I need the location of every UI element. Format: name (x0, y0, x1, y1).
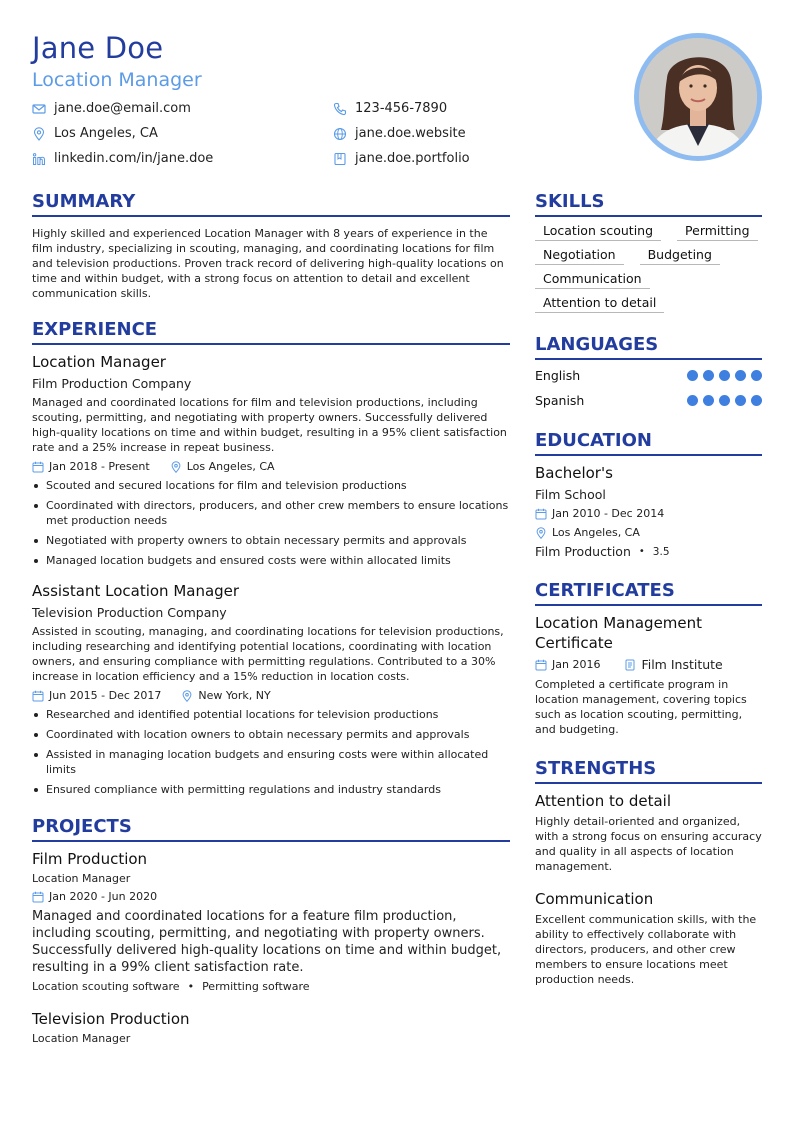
location-pin-icon (535, 527, 547, 539)
summary-heading: SUMMARY (32, 190, 510, 217)
job-bullets (32, 707, 510, 797)
separator-dot: • (638, 546, 645, 557)
profile-portrait-icon (639, 38, 757, 156)
project-title: Film Production (32, 850, 148, 868)
job-location: Los Angeles, CA (186, 460, 275, 473)
job-meta (32, 688, 510, 704)
project-tool: Location scouting software (32, 980, 180, 993)
certificate-date: Jan 2016 (552, 658, 601, 671)
project-tools (32, 979, 510, 995)
language-level (687, 395, 762, 406)
strength-text: Excellent communication skills, with the ability to effectively collaborate with directors, producers, and other crew members to ensure locations meet production needs. (535, 913, 757, 986)
linkedin-icon (32, 152, 46, 166)
phone-icon (333, 102, 347, 116)
project-dates: Jan 2020 - Jun 2020 (49, 890, 158, 903)
job-meta (32, 459, 510, 475)
projects-heading: PROJECTS (32, 815, 510, 842)
list-item: Ensured compliance with permitting regulations and industry standards (32, 782, 510, 797)
level-dot (703, 395, 714, 406)
strength-title: Communication (535, 890, 654, 908)
language-name: English (535, 368, 581, 383)
globe-icon (333, 127, 347, 141)
linkedin-text: linkedin.com/in/jane.doe (54, 151, 214, 166)
project-role: Location Manager (32, 872, 131, 885)
skill-tag: Permitting (677, 223, 757, 241)
education-location-row (535, 525, 762, 541)
language-name: Spanish (535, 393, 585, 408)
certificate-description: Completed a certificate program in location management, covering topics such as location scouting, permitting, and budgeting. (535, 678, 747, 736)
certificate-entry (535, 613, 762, 737)
company-name: Film Production Company (32, 376, 192, 391)
job-dates: Jun 2015 - Dec 2017 (49, 689, 162, 702)
strength-title: Attention to detail (535, 792, 671, 810)
certificate-title: Location Management Certificate (535, 614, 703, 652)
list-item: Scouted and secured locations for film and television productions (32, 478, 510, 493)
job-dates: Jan 2018 - Present (49, 460, 150, 473)
experience-entry (32, 352, 510, 568)
languages-list (535, 363, 762, 413)
portfolio-contact[interactable] (333, 150, 470, 168)
education-heading: EDUCATION (535, 429, 762, 456)
company-name: Television Production Company (32, 605, 227, 620)
level-dot (751, 370, 762, 381)
skills-list (535, 217, 762, 313)
location-pin-icon (32, 127, 46, 141)
skill-tag: Negotiation (535, 247, 624, 265)
language-level (687, 370, 762, 381)
education-entry (535, 463, 762, 559)
calendar-icon (535, 659, 547, 671)
separator-dot: • (187, 980, 195, 993)
location-text: Los Angeles, CA (54, 126, 158, 141)
certificate-meta (535, 657, 762, 673)
level-dot (687, 395, 698, 406)
job-description: Managed and coordinated locations for film and television productions, including scouting, permitting, and negotiating with property owners. Successfully delivered high-quality locations on time and within budget, resulting in a 95% client satisfaction rate and a 25% increase in repeat business. (32, 396, 507, 454)
education-dates-row (535, 506, 762, 522)
project-entry (32, 1009, 510, 1046)
calendar-icon (535, 508, 547, 520)
bookmark-icon (333, 152, 347, 166)
calendar-icon (32, 690, 44, 702)
skills-heading: SKILLS (535, 190, 762, 217)
certificate-issuer: Film Institute (641, 657, 723, 672)
certificates-heading: CERTIFICATES (535, 579, 762, 606)
level-dot (735, 395, 746, 406)
education-location: Los Angeles, CA (552, 526, 640, 539)
field-of-study: Film Production (535, 544, 631, 559)
list-item: Assisted in managing location budgets and ensuring costs were within allocated limits (32, 747, 510, 777)
strengths-heading: STRENGTHS (535, 757, 762, 784)
job-description: Assisted in scouting, managing, and coordinating locations for television productions, including researching and identifying potential locations, coordinating with location owners, and ensuring compliance with permitting regulations. Contributed to a 30% increase in location efficiency and a 15% reduction in location costs. (32, 625, 504, 683)
strength-entry (535, 889, 762, 987)
job-title: Assistant Location Manager (32, 582, 240, 600)
list-item: Managed location budgets and ensured costs were within allocated limits (32, 553, 510, 568)
gpa: 3.5 (652, 545, 670, 558)
level-dot (751, 395, 762, 406)
experience-heading: EXPERIENCE (32, 318, 510, 345)
degree: Bachelor's (535, 464, 613, 482)
website-text: jane.doe.website (355, 126, 466, 141)
portfolio-text: jane.doe.portfolio (355, 151, 470, 166)
skill-tag: Attention to detail (535, 295, 664, 313)
candidate-title: Location Manager (32, 69, 202, 91)
email-text: jane.doe@email.com (54, 101, 191, 116)
list-item: Coordinated with directors, producers, and other crew members to ensure locations met production needs (32, 498, 510, 528)
email-contact[interactable] (32, 100, 191, 118)
education-field-row (535, 544, 762, 559)
language-row (535, 388, 762, 413)
list-item: Researched and identified potential locations for television productions (32, 707, 510, 722)
email-icon (32, 102, 46, 116)
linkedin-contact[interactable] (32, 150, 213, 168)
project-description: Managed and coordinated locations for a feature film production, including scouting, permitting, and negotiating with property owners. Successfully delivered high-quality locations on time and within budget, resulting in a 99% client satisfaction rate. (32, 909, 502, 975)
list-item: Negotiated with property owners to obtain necessary permits and approvals (32, 533, 510, 548)
calendar-icon (32, 891, 44, 903)
level-dot (719, 395, 730, 406)
profile-photo (634, 33, 762, 161)
level-dot (687, 370, 698, 381)
education-dates: Jan 2010 - Dec 2014 (552, 507, 665, 520)
project-meta (32, 889, 510, 905)
level-dot (719, 370, 730, 381)
list-item: Coordinated with location owners to obtain necessary permits and approvals (32, 727, 510, 742)
level-dot (703, 370, 714, 381)
project-title: Television Production (32, 1010, 190, 1028)
candidate-name: Jane Doe (32, 31, 164, 65)
right-column (535, 190, 762, 987)
calendar-icon (32, 461, 44, 473)
phone-contact[interactable] (333, 100, 447, 118)
school-name: Film School (535, 487, 606, 502)
location-pin-icon (181, 690, 193, 702)
left-column (32, 190, 510, 1046)
job-location: New York, NY (198, 689, 271, 702)
institution-icon (624, 659, 636, 671)
strength-text: Highly detail-oriented and organized, with a strong focus on ensuring accuracy and quality in all aspects of location management. (535, 815, 762, 873)
location-pin-icon (170, 461, 182, 473)
level-dot (735, 370, 746, 381)
job-bullets (32, 478, 510, 568)
location-contact (32, 125, 158, 143)
project-role: Location Manager (32, 1032, 131, 1045)
experience-entry (32, 581, 510, 797)
project-tool: Permitting software (202, 980, 310, 993)
language-row (535, 363, 762, 388)
summary-text: Highly skilled and experienced Location Manager with 8 years of experience in the film industry, specializing in scouting, managing, and coordinating locations for film and television productions. Proven track record of delivering high-quality locations on time and within budget, with a strong focus on attention to detail and excellent communication skills. (32, 227, 504, 300)
languages-heading: LANGUAGES (535, 333, 762, 360)
skill-tag: Location scouting (535, 223, 661, 241)
phone-text: 123-456-7890 (355, 101, 448, 116)
website-contact[interactable] (333, 125, 466, 143)
strength-entry (535, 791, 762, 874)
project-entry (32, 849, 510, 995)
skill-tag: Budgeting (640, 247, 720, 265)
job-title: Location Manager (32, 353, 166, 371)
skill-tag: Communication (535, 271, 650, 289)
